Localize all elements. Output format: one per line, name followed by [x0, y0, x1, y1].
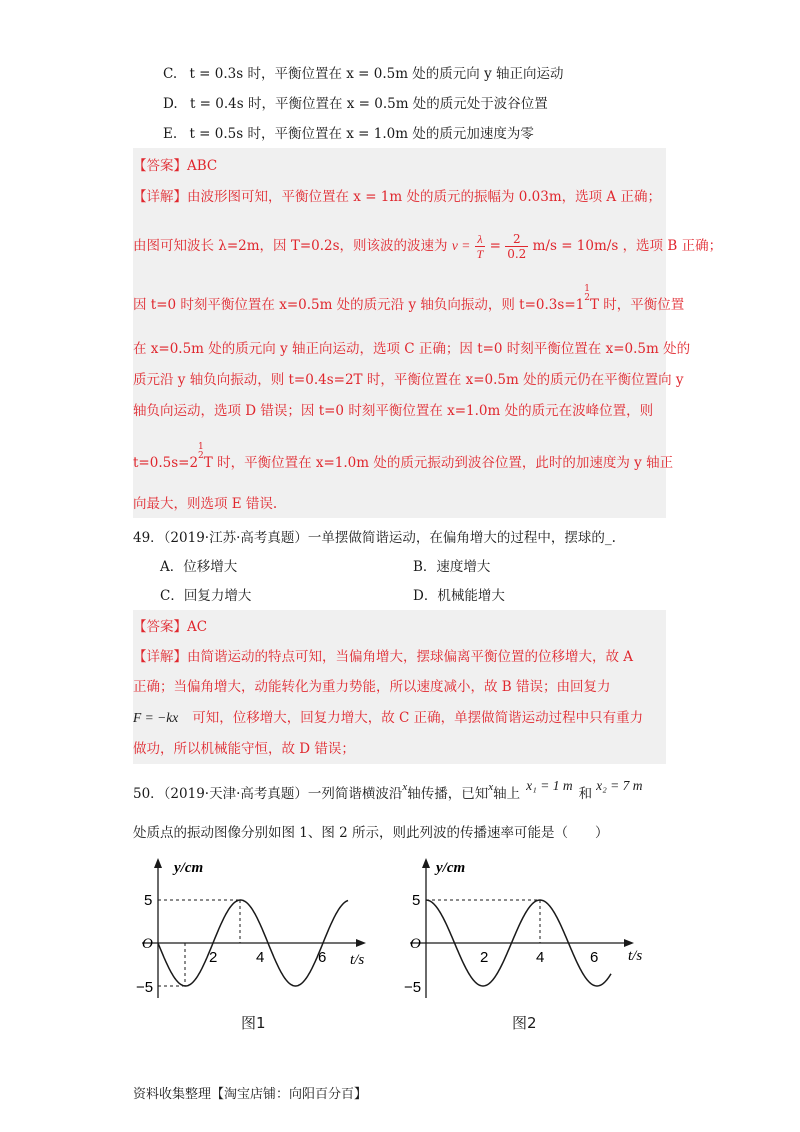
q48-option-d: D. t = 0.4s 时，平衡位置在 x = 0.5m 处的质元处于波谷位置 — [163, 96, 548, 112]
q50-stem-line-2: 处质点的振动图像分别如图 1、图 2 所示，则此列波的传播速率可能是（ ） — [133, 825, 609, 841]
graph2-x-arrow — [624, 939, 634, 947]
q48-detail-line-6: 轴负向运动，选项 D 错误；因 t=0 时刻平衡位置在 x=1.0m 处的质元在波峰位置，则 — [133, 403, 654, 419]
graph2-xtick-2: 2 — [480, 949, 489, 966]
q49-detail-line-1: 【详解】由简谐运动的特点可知，当偏角增大，摆球偏离平衡位置的位移增大，故 A — [133, 649, 634, 665]
q49-option-d: D．机械能增大 — [413, 588, 505, 604]
graph2-xlabel: t/s — [628, 948, 643, 964]
graph2-ytick-5: 5 — [412, 892, 421, 909]
graph2-ylabel: y/cm — [436, 860, 466, 876]
graph1-x-arrow — [356, 939, 366, 947]
q49-option-c: C．回复力增大 — [160, 588, 252, 604]
q49-answer: 【答案】AC — [133, 619, 208, 635]
graph1-xlabel: t/s — [350, 952, 365, 968]
q49-detail-line-2: 正确；当偏角增大，动能转化为重力势能，所以速度减小，故 B 错误；由回复力 — [133, 679, 611, 695]
q48-detail-line-7: t=0.5s=21 2T 时，平衡位置在 x=1.0m 处的质元振动到波谷位置，此时的加速度为 y 轴正 — [133, 442, 674, 471]
graph1-ytick-neg5: −5 — [136, 979, 154, 996]
graph1-xtick-2: 2 — [209, 949, 218, 966]
vibration-graph-1 — [130, 850, 370, 1005]
q48-detail-line-4: 在 x=0.5m 处的质元向 y 轴正向运动，选项 C 正确；因 t=0 时刻平衡位置在 x=0.5m 处的 — [133, 341, 691, 357]
graph2-xtick-6: 6 — [590, 949, 599, 966]
q48-option-e: E. t = 0.5s 时，平衡位置在 x = 1.0m 处的质元加速度为零 — [163, 126, 534, 142]
q50-stem-line-1: 50．（2019·天津·高考真题）一列简谐横波沿$^x$轴传播，已知$^x$轴上x₁ = 1 m和x₂ = 7 m — [133, 778, 643, 802]
q49-option-b: B．速度增大 — [413, 559, 491, 575]
q48-detail-line-5: 质元沿 y 轴负向振动，则 t=0.4s=2T 时，平衡位置在 x=0.5m 处的质元仍在平衡位置向 y — [133, 372, 684, 388]
graph1-y-arrow — [154, 858, 162, 868]
q49-detail-line-3: F = −kx 可知，位移增大，回复力增大，故 C 正确，单摆做简谐运动过程中只有重力 — [133, 710, 644, 726]
wave-speed-formula: v = $\frac{\lambda}{T}$ = $\frac{2}{0.2}$ m/s = 10m/s — [451, 232, 619, 261]
q48-detail-line-1: 【详解】由波形图可知，平衡位置在 x = 1m 处的质元的振幅为 0.03m，选项 A 正确； — [133, 189, 661, 205]
graph2-caption: 图2 — [512, 1014, 537, 1032]
q49-stem: 49．（2019·江苏·高考真题）一单摆做简谐运动，在偏角增大的过程中，摆球的_. — [133, 530, 616, 546]
graph2-origin: O — [410, 936, 421, 952]
graph1-xtick-6: 6 — [318, 949, 327, 966]
vibration-graph-2 — [398, 850, 648, 1005]
graph1-origin: O — [142, 936, 153, 952]
q48-option-c: C. t = 0.3s 时，平衡位置在 x = 0.5m 处的质元向 y 轴正向运动 — [163, 66, 564, 82]
q48-detail-line-2: 由图可知波长 λ=2m，因 T=0.2s，则该波的波速为 v = $\frac{\lambda}{T}$ = $\frac{2}{0.2}$ m/s = 10m/s ，选项 B 正确； — [133, 232, 723, 261]
graph1-ytick-5: 5 — [144, 892, 153, 909]
q49-detail-line-4: 做功，所以机械能守恒，故 D 错误； — [133, 741, 355, 757]
graph1-xtick-4: 4 — [256, 949, 265, 966]
graph2-xtick-4: 4 — [536, 949, 545, 966]
graph1-ylabel: y/cm — [174, 860, 204, 876]
graph1-caption: 图1 — [241, 1014, 266, 1032]
footer-note: 资料收集整理【淘宝店铺：向阳百分百】 — [133, 1087, 368, 1102]
q48-answer: 【答案】ABC — [133, 158, 218, 174]
graph2-y-arrow — [422, 858, 430, 868]
graph2-ytick-neg5: −5 — [404, 979, 422, 996]
q49-option-a: A．位移增大 — [160, 559, 238, 575]
q48-detail-line-8: 向最大，则选项 E 错误. — [133, 496, 278, 512]
q48-detail-line-3: 因 t=0 时刻平衡位置在 x=0.5m 处的质元沿 y 轴负向振动，则 t=0.3s=11 2T 时，平衡位置 — [133, 284, 685, 313]
